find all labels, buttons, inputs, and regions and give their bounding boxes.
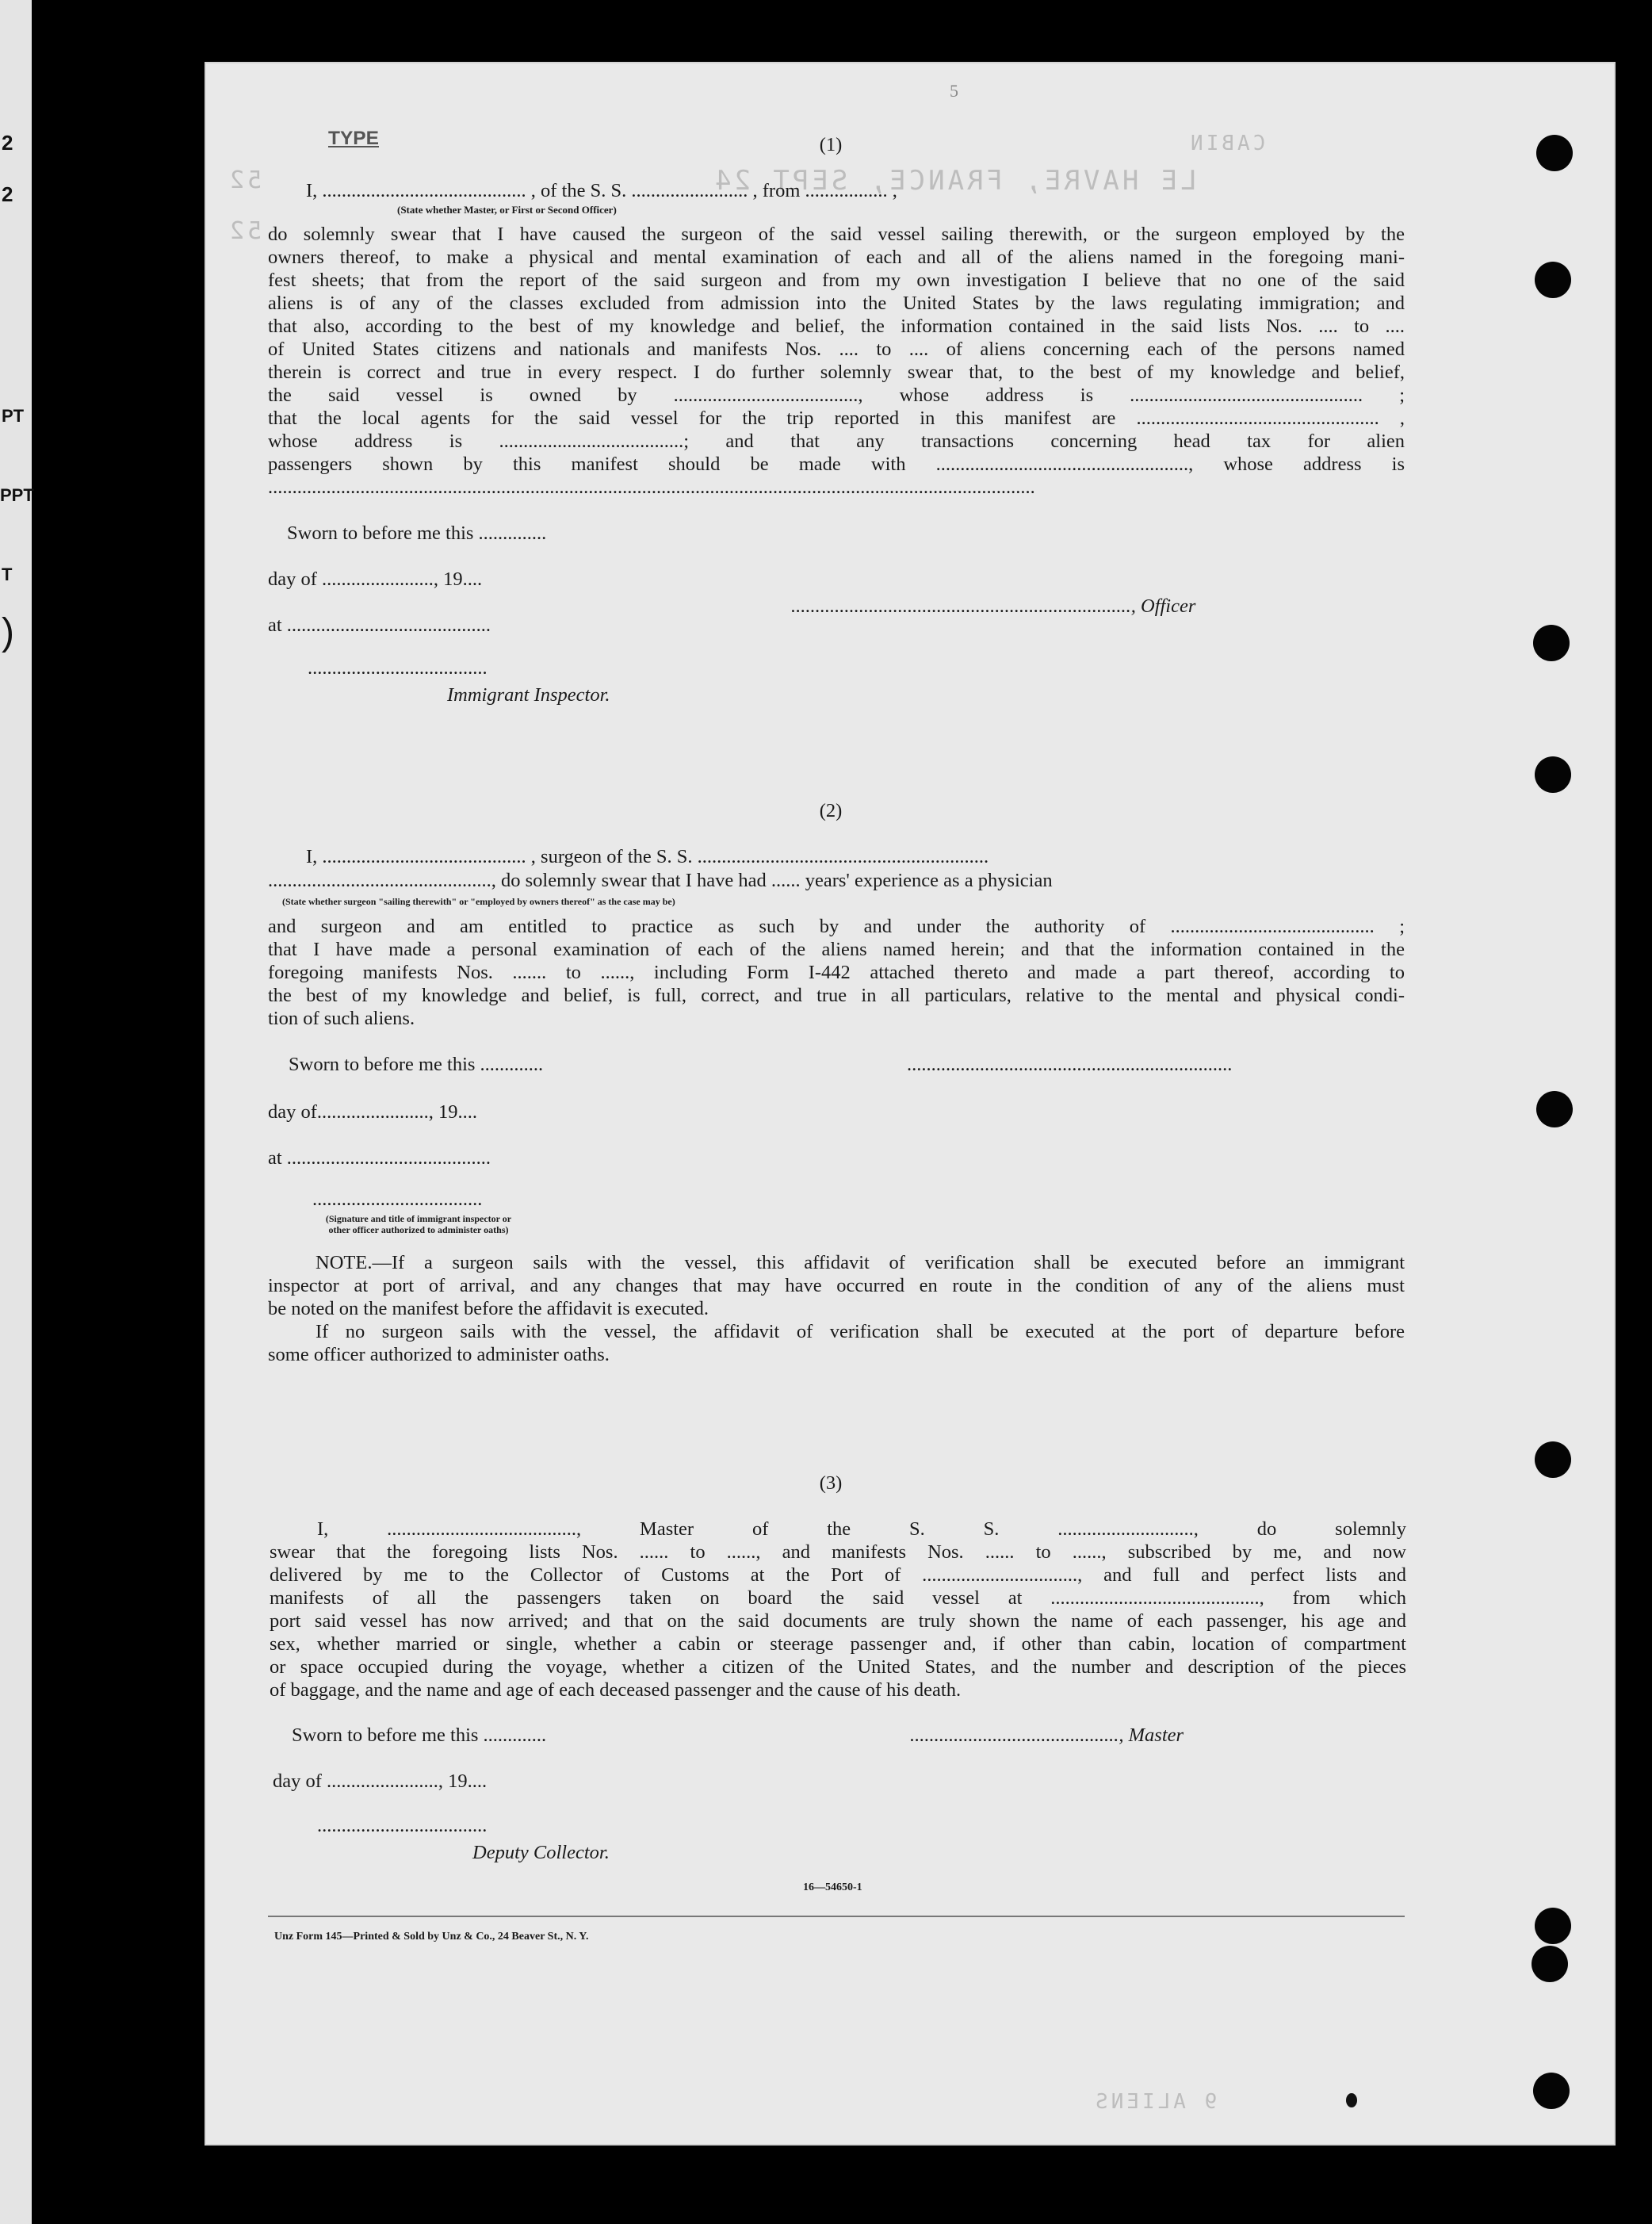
surgeon-oath-line: .............................................., do solemnly swear that I have had ...... years' experience as a physician — [268, 870, 1053, 891]
oath-line: whose address is ......................................; and that any transactions concerning head tax for alien — [268, 431, 1405, 452]
master-line: I, ......................................., Master of the S. S. ............................, do solemnly — [317, 1518, 1406, 1540]
inspector-title: Immigrant Inspector. — [447, 684, 610, 706]
oath-line: owners thereof, to make a physical and mental examination of each and all of the aliens named in the foregoing mani- — [268, 247, 1405, 268]
bleed-through-page-ref: 52 — [227, 167, 262, 194]
punch-hole — [1535, 262, 1571, 298]
master-line: or space occupied during the voyage, whether a citizen of the United States, and the number and description of the pieces — [270, 1656, 1406, 1678]
day-of-line: day of......................., 19.... — [268, 1101, 478, 1123]
oath-line: of United States citizens and nationals and manifests Nos. .... to .... of aliens concerning each of the persons named — [268, 339, 1405, 360]
strip-mark: ) — [2, 611, 14, 653]
note-line: some officer authorized to administer oaths. — [268, 1344, 610, 1365]
at-line: at .......................................... — [268, 614, 491, 636]
surgeon-line: foregoing manifests Nos. ....... to ......, including Form I-442 attached thereto and made a part thereof, according to — [268, 962, 1405, 983]
note-line: inspector at port of arrival, and any changes that may have occurred en route in the condition of any of the aliens must — [268, 1275, 1405, 1296]
oath-line: that the local agents for the said vessel for the trip reported in this manifest are .................................................. , — [268, 408, 1405, 429]
master-line: manifests of all the passengers taken on board the said vessel at ..........................................., from which — [270, 1587, 1406, 1609]
oath-line: aliens is of any of the classes excluded from admission into the United States by the laws regulating immigration; and — [268, 293, 1405, 314]
section3-master-paragraph — [270, 1518, 1406, 1701]
signature-dots: ................................... — [317, 1815, 488, 1836]
verification-note — [268, 1251, 1405, 1366]
surgeon-line: that I have made a personal examination of each of the aliens named herein; and that the information contained in the — [268, 939, 1405, 960]
master-line: delivered by me to the Collector of Customs at the Port of ................................, and full and perfect lists and — [270, 1564, 1406, 1586]
oath-line: fest sheets; that from the report of the said surgeon and from my own investigation I believe that no one of the said — [268, 270, 1405, 291]
sworn-line: Sworn to before me this ............. — [292, 1724, 547, 1746]
master-line: port said vessel has now arrived; and that on the said documents are truly shown the name of each passenger, his age and — [270, 1610, 1406, 1632]
section2-surgeon-paragraph — [268, 915, 1405, 1030]
bleed-through-aliens-count: 9 ALIENS — [1092, 2090, 1218, 2114]
master-line: of baggage, and the name and age of each deceased passenger and the cause of his death. — [270, 1679, 962, 1701]
master-line: swear that the foregoing lists Nos. ...... to ......, and manifests Nos. ...... to ......, subscribed by me, and now — [270, 1541, 1406, 1563]
surgeon-signature-line: ................................................................... — [907, 1054, 1233, 1075]
punch-hole — [1533, 2073, 1570, 2109]
oath-line: that also, according to the best of my knowledge and belief, the information contained in the said lists Nos. .... to .... — [268, 316, 1405, 337]
note-line: NOTE.—If a surgeon sails with the vessel, this affidavit of verification shall be executed before an immigrant — [315, 1252, 1405, 1273]
deputy-collector-title: Deputy Collector. — [472, 1842, 610, 1863]
strip-mark: 2 — [2, 182, 13, 206]
note-line: If no surgeon sails with the vessel, the affidavit of verification shall be executed at the port of departure before — [315, 1321, 1405, 1342]
bleed-through-page-ref: 52 — [227, 217, 262, 245]
bleed-through-header: LE HAVRE, FRANCE, SEPT 24 — [712, 165, 1197, 197]
day-of-line: day of ......................., 19.... — [273, 1770, 488, 1792]
form-code: 16—54650-1 — [803, 1881, 862, 1893]
master-line: sex, whether married or single, whether a cabin or steerage passenger and, if other than cabin, location of compartment — [270, 1633, 1406, 1655]
surgeon-name-line: I, .......................................... , surgeon of the S. S. ............................................................ — [306, 846, 989, 867]
sworn-line: Sworn to before me this ............. — [289, 1054, 544, 1075]
punch-hole — [1533, 625, 1570, 661]
adjacent-page-strip — [0, 0, 32, 2224]
punch-hole — [1536, 1091, 1573, 1127]
punch-hole — [1535, 1908, 1571, 1944]
surgeon-caption: (State whether surgeon "sailing therewith" or "employed by owners thereof" as the case may be) — [282, 896, 675, 907]
oath-line: .............................................................................................................................................................. — [268, 477, 1035, 498]
section1-oath-paragraph — [268, 223, 1405, 499]
strip-mark: PT — [2, 406, 25, 426]
strip-mark: T — [2, 565, 13, 584]
oath-line: passengers shown by this manifest should be made with ...................................................., whose address is — [268, 454, 1405, 475]
punch-hole — [1532, 1946, 1568, 1982]
pencil-page-number: 5 — [950, 81, 958, 101]
master-signature-line: ..........................................., Master — [910, 1724, 1184, 1746]
section-number-2: (2) — [819, 800, 843, 821]
manifest-affidavit-page — [205, 62, 1616, 2146]
oath-line: the said vessel is owned by ......................................, whose address is ................................................ ; — [268, 385, 1405, 406]
signature-caption-2: other officer authorized to administer oaths) — [328, 1224, 509, 1235]
at-line: at .......................................... — [268, 1147, 491, 1169]
signature-caption-1: (Signature and title of immigrant inspector or — [325, 1213, 512, 1224]
surgeon-line: tion of such aliens. — [268, 1008, 415, 1029]
officer-caption: (State whether Master, or First or Second Officer) — [397, 204, 617, 216]
punch-hole — [1535, 756, 1571, 793]
officer-signature-line: ......................................................................, Officer — [791, 595, 1196, 617]
ink-dot — [1346, 2093, 1357, 2107]
oath-line: therein is correct and true in every respect. I do further solemnly swear that, to the best of my knowledge and belief, — [268, 362, 1405, 383]
section-number-3: (3) — [819, 1472, 843, 1494]
strip-mark: PPT — [0, 485, 34, 505]
sworn-line: Sworn to before me this .............. — [287, 523, 547, 544]
printer-imprint: Unz Form 145—Printed & Sold by Unz & Co., 24 Beaver St., N. Y. — [274, 1931, 589, 1943]
strip-mark: 2 — [2, 131, 13, 155]
inspector-signature-dots: ..................................... — [308, 657, 488, 679]
section1-officer-line: I, .......................................... , of the S. S. ........................ , from ................. , — [306, 180, 897, 201]
bleed-through-cabin: CABIN — [1187, 132, 1266, 155]
note-line: be noted on the manifest before the affidavit is executed. — [268, 1298, 709, 1319]
section-number-1: (1) — [819, 134, 843, 155]
punch-hole — [1536, 135, 1573, 171]
type-stamp: TYPE — [328, 128, 379, 149]
footer-rule — [268, 1916, 1405, 1917]
surgeon-line: and surgeon and am entitled to practice as such by and under the authority of .......................................... ; — [268, 916, 1405, 937]
signature-dots: ................................... — [312, 1189, 483, 1210]
surgeon-line: the best of my knowledge and belief, is full, correct, and true in all particulars, relative to the mental and physical condi- — [268, 985, 1405, 1006]
punch-hole — [1535, 1441, 1571, 1478]
day-of-line: day of ......................., 19.... — [268, 568, 483, 590]
oath-line: do solemnly swear that I have caused the surgeon of the said vessel sailing therewith, or the surgeon employed by the — [268, 224, 1405, 245]
